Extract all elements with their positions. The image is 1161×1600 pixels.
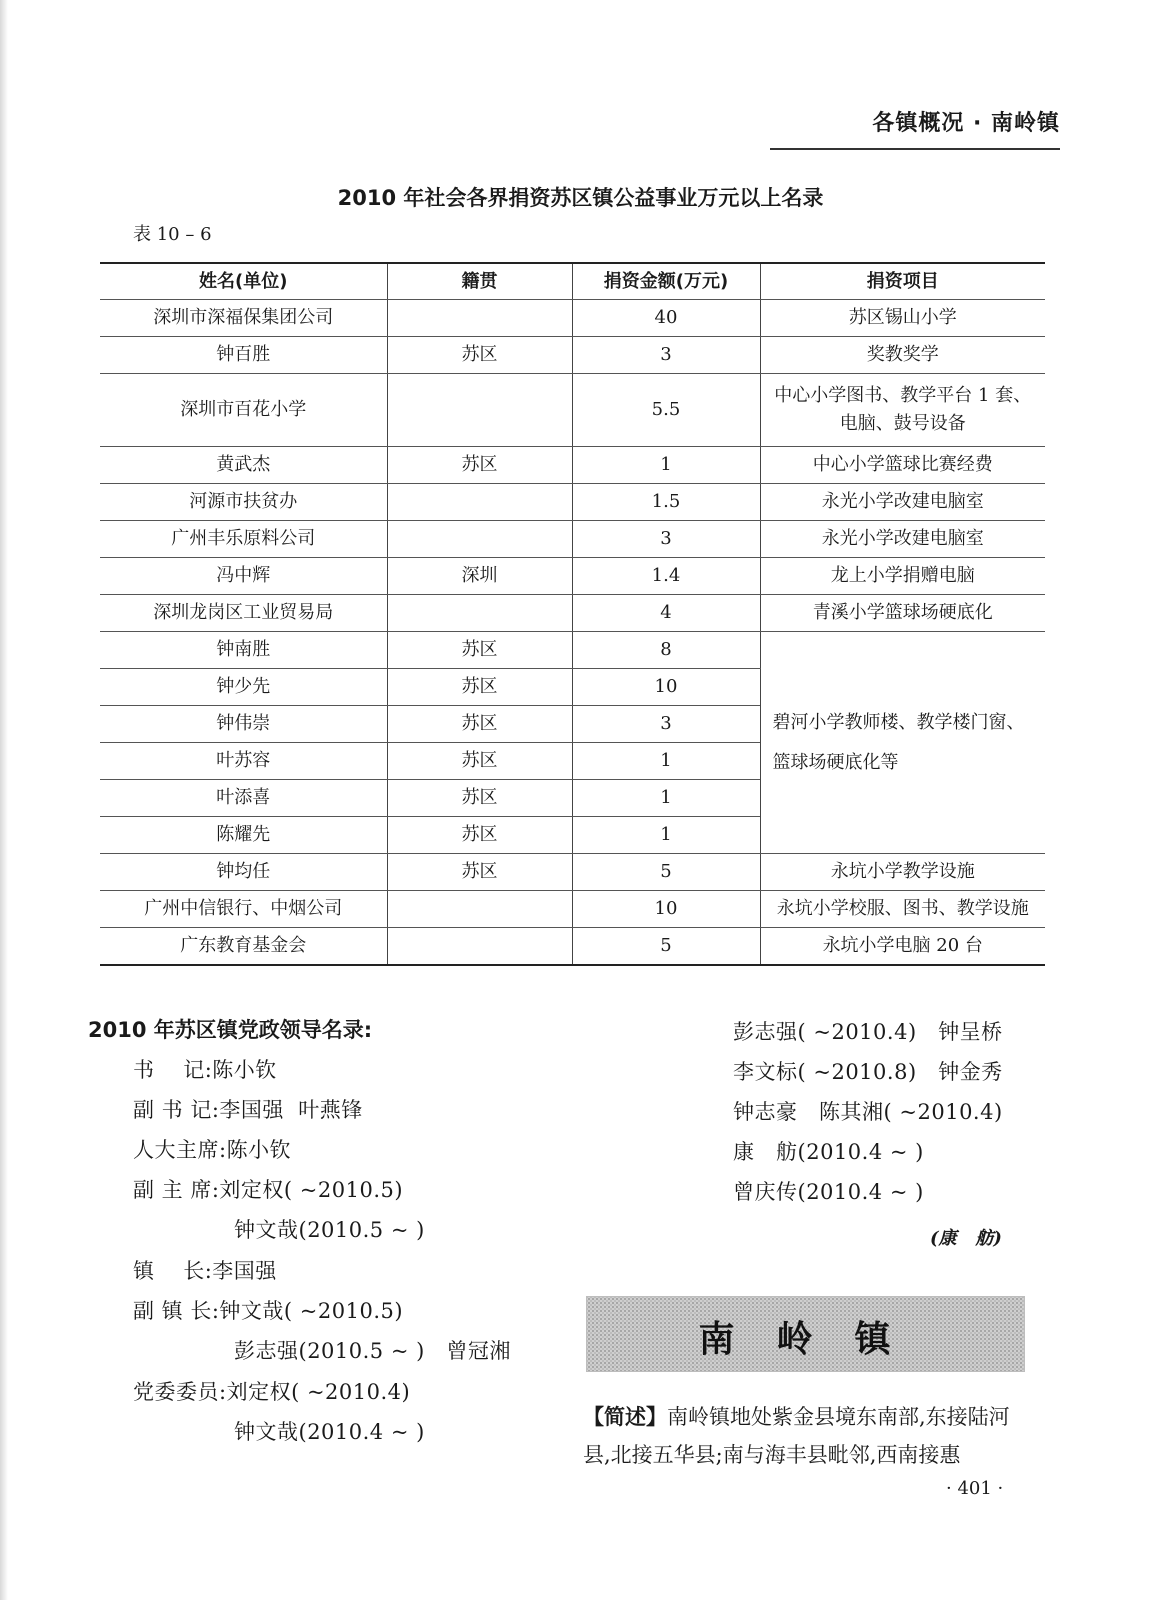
- cell-amount: 1.4: [572, 558, 760, 595]
- cell-project: 中心小学篮球比赛经费: [760, 447, 1045, 484]
- table-row: [100, 521, 1045, 558]
- running-head-rule: [770, 148, 1060, 150]
- cell-name: 钟南胜: [100, 632, 387, 669]
- section-banner-title: 南岭镇: [698, 1319, 933, 1360]
- cell-amount: 5: [572, 854, 760, 891]
- cell-origin: [387, 891, 572, 928]
- leader-line: 镇 长:李国强: [133, 1259, 277, 1283]
- cell-origin: [387, 928, 572, 966]
- leader-line: 康 舫(2010.4 ~ ): [733, 1140, 924, 1164]
- cell-amount: 5.5: [572, 374, 760, 447]
- leader-line: 李文标( ~2010.8) 钟金秀: [733, 1060, 1003, 1084]
- author-credit: (康 舫): [930, 1228, 1002, 1249]
- table-row: [100, 300, 1045, 337]
- table-label: 表 10 – 6: [133, 224, 212, 245]
- leader-line: 钟志豪 陈其湘( ~2010.4): [733, 1100, 1003, 1124]
- cell-name: 广州中信银行、中烟公司: [100, 891, 387, 928]
- cell-amount: 1: [572, 743, 760, 780]
- leader-line: 人大主席:陈小钦: [133, 1138, 292, 1162]
- cell-name: 河源市扶贫办: [100, 484, 387, 521]
- cell-amount: 1: [572, 447, 760, 484]
- cell-origin: [387, 484, 572, 521]
- column-header-origin: 籍贯: [387, 263, 572, 300]
- cell-project: 永坑小学教学设施: [760, 854, 1045, 891]
- table-title: 2010 年社会各界捐资苏区镇公益事业万元以上名录: [337, 186, 824, 210]
- cell-amount: 3: [572, 706, 760, 743]
- cell-project-line: 电脑、鼓号设备: [839, 413, 966, 434]
- cell-name: 钟百胜: [100, 337, 387, 374]
- cell-origin: 苏区: [387, 447, 572, 484]
- cell-origin: 苏区: [387, 780, 572, 817]
- donation-table: [100, 262, 1045, 966]
- cell-amount: 4: [572, 595, 760, 632]
- cell-origin: 苏区: [387, 669, 572, 706]
- table-row: [100, 374, 1045, 447]
- cell-project: 苏区锡山小学: [760, 300, 1045, 337]
- table-row: [100, 928, 1045, 966]
- cell-origin: 苏区: [387, 337, 572, 374]
- cell-name: 陈耀先: [100, 817, 387, 854]
- leader-line: 钟文哉(2010.5 ~ ): [234, 1218, 425, 1242]
- cell-name: 深圳市百花小学: [100, 374, 387, 447]
- leaders-title: 2010 年苏区镇党政领导名录:: [88, 1018, 373, 1042]
- cell-name: 钟少先: [100, 669, 387, 706]
- page-number: · 401 ·: [946, 1478, 1004, 1499]
- cell-name: 黄武杰: [100, 447, 387, 484]
- cell-name: 广州丰乐原料公司: [100, 521, 387, 558]
- cell-amount: 5: [572, 928, 760, 966]
- cell-name: 叶添喜: [100, 780, 387, 817]
- cell-amount: 40: [572, 300, 760, 337]
- table-row: [100, 632, 1045, 669]
- cell-amount: 3: [572, 337, 760, 374]
- table-row: [100, 854, 1045, 891]
- leader-line: 副 镇 长:钟文哉( ~2010.5): [133, 1299, 404, 1323]
- cell-project-merged: [760, 632, 1045, 854]
- leader-line: 钟文哉(2010.4 ~ ): [234, 1420, 425, 1444]
- cell-amount: 8: [572, 632, 760, 669]
- cell-amount: 10: [572, 891, 760, 928]
- column-header-amount: 捐资金额(万元): [572, 263, 760, 300]
- cell-project: [760, 374, 1045, 447]
- table-row: [100, 891, 1045, 928]
- intro-tag: 【简述】: [583, 1405, 667, 1429]
- cell-origin: 苏区: [387, 632, 572, 669]
- intro-paragraph: [583, 1398, 1033, 1474]
- cell-project: 永坑小学电脑 20 台: [760, 928, 1045, 966]
- cell-amount: 1: [572, 817, 760, 854]
- table-row: [100, 447, 1045, 484]
- cell-project-line: 篮球场硬底化等: [772, 751, 899, 773]
- cell-project: 永光小学改建电脑室: [760, 484, 1045, 521]
- leader-line: 彭志强( ~2010.4) 钟呈桥: [733, 1020, 1003, 1044]
- running-head: 各镇概况 · 南岭镇: [872, 111, 1060, 136]
- cell-origin: 苏区: [387, 854, 572, 891]
- cell-project-line: 中心小学图书、教学平台 1 套、: [774, 385, 1032, 406]
- cell-origin: [387, 300, 572, 337]
- cell-origin: 苏区: [387, 743, 572, 780]
- leader-line: 党委委员:刘定权( ~2010.4): [133, 1380, 411, 1404]
- scan-edge: [0, 0, 8, 1600]
- table-header-row: [100, 263, 1045, 300]
- leader-line: 副 主 席:刘定权( ~2010.5): [133, 1178, 404, 1202]
- cell-amount: 10: [572, 669, 760, 706]
- table-row: [100, 558, 1045, 595]
- cell-amount: 3: [572, 521, 760, 558]
- table-row: [100, 484, 1045, 521]
- column-header-project: 捐资项目: [760, 263, 1045, 300]
- cell-origin: [387, 521, 572, 558]
- cell-project-line: 碧河小学教师楼、教学楼门窗、: [772, 711, 1025, 733]
- leader-line: 书 记:陈小钦: [133, 1058, 277, 1082]
- section-banner: [586, 1296, 1025, 1372]
- cell-project: 永坑小学校服、图书、教学设施: [760, 891, 1045, 928]
- cell-name: 钟伟崇: [100, 706, 387, 743]
- cell-name: 冯中辉: [100, 558, 387, 595]
- cell-project: 青溪小学篮球场硬底化: [760, 595, 1045, 632]
- cell-origin: 苏区: [387, 817, 572, 854]
- cell-name: 叶苏容: [100, 743, 387, 780]
- table-row: [100, 337, 1045, 374]
- cell-project: 奖教奖学: [760, 337, 1045, 374]
- cell-origin: [387, 595, 572, 632]
- cell-project: 龙上小学捐赠电脑: [760, 558, 1045, 595]
- cell-amount: 1.5: [572, 484, 760, 521]
- cell-name: 深圳龙岗区工业贸易局: [100, 595, 387, 632]
- cell-amount: 1: [572, 780, 760, 817]
- cell-name: 深圳市深福保集团公司: [100, 300, 387, 337]
- cell-origin: [387, 374, 572, 447]
- table-row: [100, 595, 1045, 632]
- column-header-name: 姓名(单位): [100, 263, 387, 300]
- leader-line: 曾庆传(2010.4 ~ ): [733, 1180, 924, 1204]
- leader-line: 彭志强(2010.5 ~ ) 曾冠湘: [234, 1339, 511, 1363]
- cell-origin: 苏区: [387, 706, 572, 743]
- intro-text: 南岭镇地处紫金县境东南部,东接陆河县,北接五华县;南与海丰县毗邻,西南接惠: [583, 1405, 1010, 1467]
- cell-name: 钟均任: [100, 854, 387, 891]
- cell-project: 永光小学改建电脑室: [760, 521, 1045, 558]
- leader-line: 副 书 记:李国强 叶燕锋: [133, 1098, 363, 1122]
- cell-name: 广东教育基金会: [100, 928, 387, 966]
- cell-origin: 深圳: [387, 558, 572, 595]
